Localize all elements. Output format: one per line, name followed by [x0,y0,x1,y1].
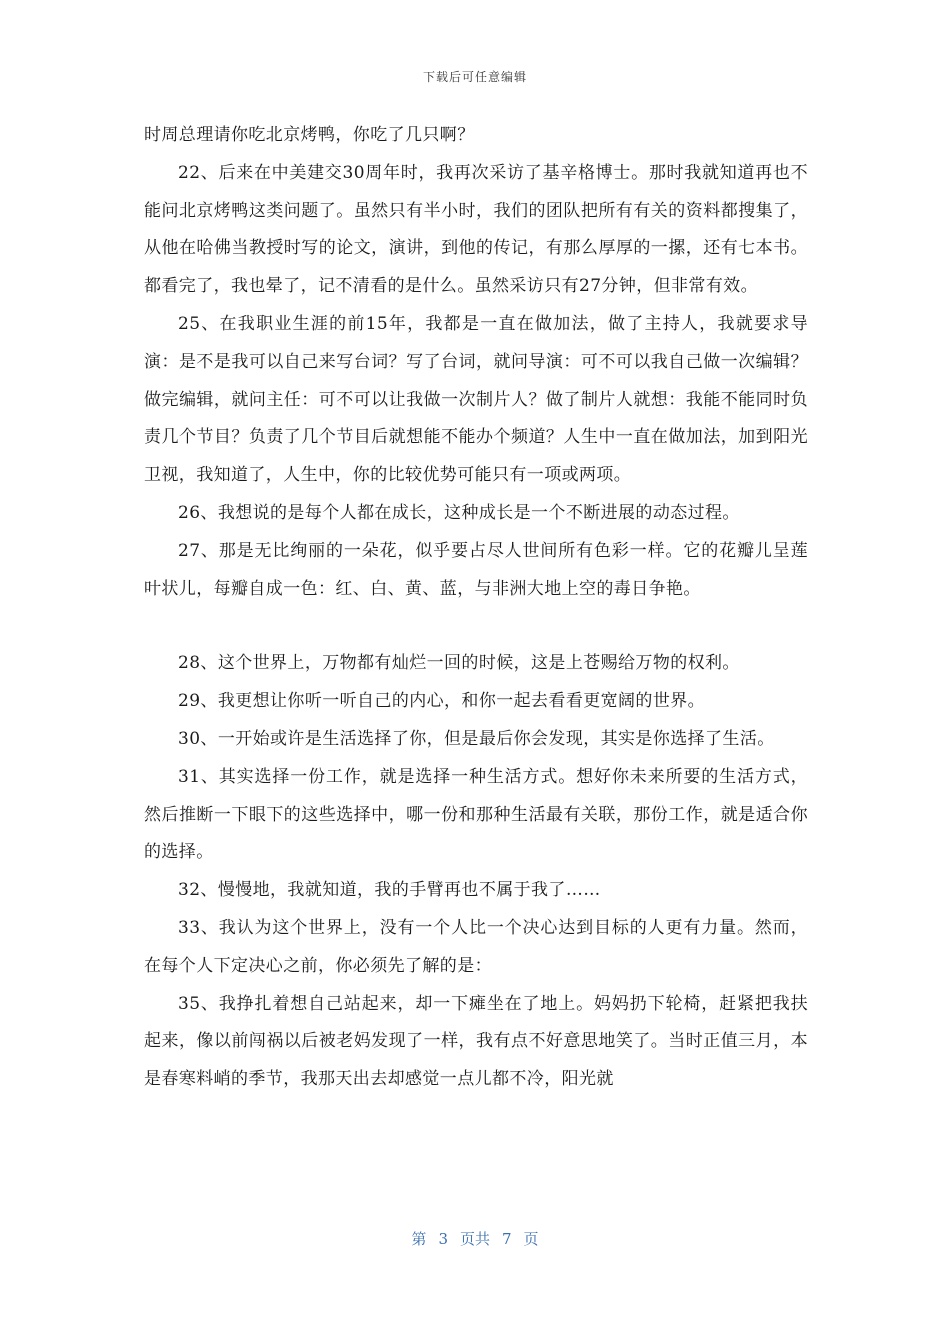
paragraph-27: 27、那是无比绚丽的一朵花，似乎要占尽人世间所有色彩一样。它的花瓣儿呈莲叶状儿，每瓣自成一色：红、白、黄、蓝，与非洲大地上空的毒日争艳。 [144,540,808,599]
paragraph-25: 25、在我职业生涯的前15年，我都是一直在做加法，做了主持人，我就要求导演：是不是我可以自己来写台词？写了台词，就问导演：可不可以我自己做一次编辑？做完编辑，就问主任：可不可以让我做一次制片人？做了制片人就想：我能不能同时负责几个节目？负责了几个节目后就想能不能办个频道？人生中一直在做加法，加到阳光卫视，我知道了，人生中，你的比较优势可能只有一项或两项。 [144,313,808,486]
footer-current-page: 3 [438,1230,448,1248]
paragraph-26: 26、我想说的是每个人都在成长，这种成长是一个不断进展的动态过程。 [178,502,740,523]
footer-label-end: 页 [523,1230,539,1248]
footer-label-page: 第 [411,1230,427,1248]
paragraph-28: 28、这个世界上，万物都有灿烂一回的时候，这是上苍赐给万物的权利。 [178,653,740,674]
paragraph-22: 22、后来在中美建交30周年时，我再次采访了基辛格博士。那时我就知道再也不能问北京烤鸭这类问题了。虽然只有半小时，我们的团队把所有有关的资料都搜集了，从他在哈佛当教授时写的论文，演讲，到他的传记，有那么厚厚的一摞，还有七本书。都看完了，我也晕了，记不清看的是什么。虽然采访只有27分钟，但非常有效。 [144,162,808,297]
paragraph-32: 32、慢慢地，我就知道，我的手臂再也不属于我了…… [178,880,601,901]
page-header: 下载后可任意编辑 [422,70,527,84]
paragraph-continued: 时周总理请你吃北京烤鸭，你吃了几只啊？ [144,125,475,145]
paragraph-35: 35、我挣扎着想自己站起来，却一下瘫坐在了地上。妈妈扔下轮椅，赶紧把我扶起来，像以前闯祸以后被老妈发现了一样，我有点不好意思地笑了。当时正值三月，本是春寒料峭的季节，我那天出去却感觉一点儿都不冷，阳光就 [144,993,808,1090]
page-footer [0,1228,950,1249]
paragraph-30: 30、一开始或许是生活选择了你，但是最后你会发现，其实是你选择了生活。 [178,728,775,749]
footer-label-total: 页共 [459,1230,490,1248]
document-body [144,117,808,1099]
paragraph-29: 29、我更想让你听一听自己的内心，和你一起去看看更宽阔的世界。 [178,691,706,712]
paragraph-33: 33、我认为这个世界上，没有一个人比一个决心达到目标的人更有力量。然而，在每个人下定决心之前，你必须先了解的是： [144,917,808,976]
paragraph-31: 31、其实选择一份工作，就是选择一种生活方式。想好你未来所要的生活方式，然后推断一下眼下的这些选择中，哪一份和那种生活最有关联，那份工作，就是适合你的选择。 [144,766,808,863]
footer-total-pages: 7 [502,1230,512,1248]
